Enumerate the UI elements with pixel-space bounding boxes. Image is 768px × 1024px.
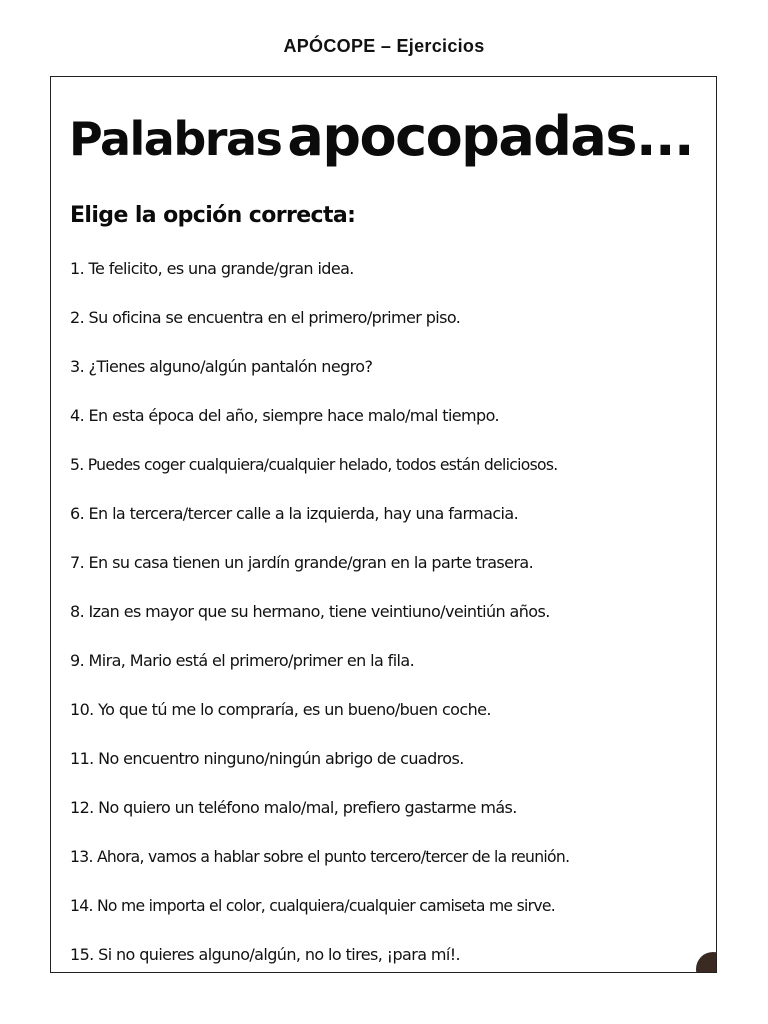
- exercise-item: 11. No encuentro ninguno/ningún abrigo de cuadros.: [70, 749, 464, 768]
- exercise-item: 2. Su oficina se encuentra en el primero/primer piso.: [70, 308, 461, 327]
- worksheet-title-part2: apocopadas...: [287, 105, 694, 168]
- exercise-item: 8. Izan es mayor que su hermano, tiene veintiuno/veintiún años.: [70, 602, 550, 621]
- exercise-item: 12. No quiero un teléfono malo/mal, prefiero gastarme más.: [70, 798, 517, 817]
- worksheet-title: [69, 105, 693, 168]
- exercise-item: 7. En su casa tienen un jardín grande/gran en la parte trasera.: [70, 553, 534, 572]
- exercise-item: 15. Si no quieres alguno/algún, no lo tires, ¡para mí!.: [70, 945, 461, 964]
- exercise-item: 13. Ahora, vamos a hablar sobre el punto tercero/tercer de la reunión.: [70, 848, 570, 866]
- page-title: APÓCOPE – Ejercicios: [283, 36, 485, 56]
- worksheet-panel: [50, 76, 717, 973]
- exercise-item: 10. Yo que tú me lo compraría, es un bueno/buen coche.: [70, 700, 491, 719]
- exercise-item: 4. En esta época del año, siempre hace malo/mal tiempo.: [70, 406, 499, 425]
- exercise-item: 6. En la tercera/tercer calle a la izquierda, hay una farmacia.: [70, 504, 519, 523]
- corner-illustration: [696, 952, 717, 973]
- exercise-item: 3. ¿Tienes alguno/algún pantalón negro?: [70, 357, 373, 376]
- exercise-item: 5. Puedes coger cualquiera/cualquier helado, todos están deliciosos.: [70, 456, 558, 474]
- exercise-item: 1. Te felicito, es una grande/gran idea.: [70, 259, 354, 278]
- exercise-list: [70, 255, 569, 973]
- exercise-item: 9. Mira, Mario está el primero/primer en la fila.: [70, 651, 415, 670]
- instruction-text: Elige la opción correcta:: [70, 203, 356, 228]
- exercise-item: 14. No me importa el color, cualquiera/cualquier camiseta me sirve.: [70, 897, 556, 915]
- worksheet-title-part1: Palabras: [69, 112, 282, 166]
